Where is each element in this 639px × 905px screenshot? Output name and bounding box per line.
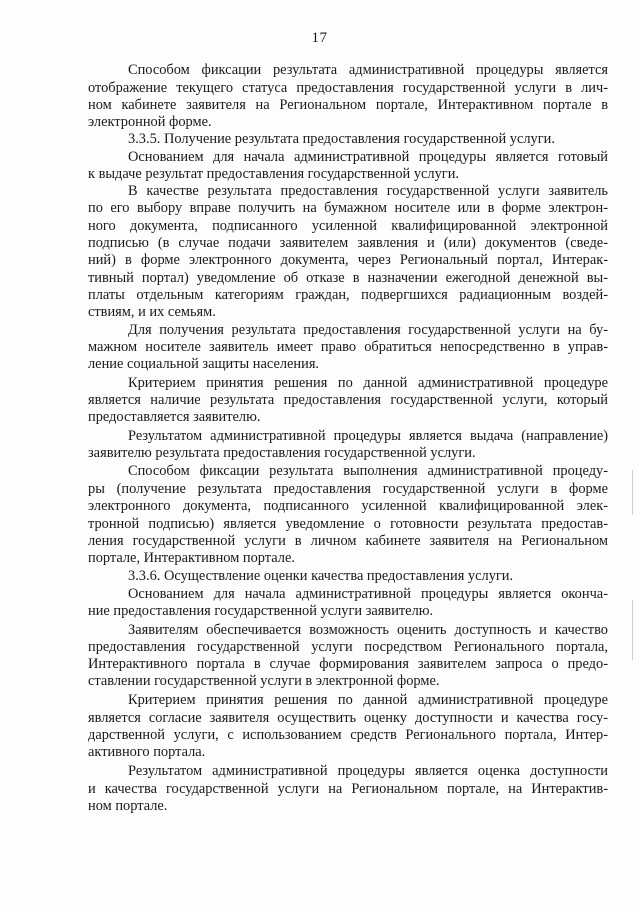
text-line: Интерактивного портала в случае формирования заявителем запроса о предо-: [88, 656, 608, 672]
text-line: Для получения результата предоставления государственной услуги на бу-: [128, 322, 608, 338]
text-line: Критерием принятия решения по данной административной процедуре: [128, 692, 608, 708]
text-line: ного документа, подписанного усиленной квалифицированной электронной: [88, 218, 608, 234]
text-line: Способом фиксации результата административной процедуры является: [128, 62, 608, 78]
text-line: ний) в форме электронного документа, через Региональный портал, Интерак-: [88, 252, 608, 268]
text-line: ствиям, и их семьям.: [88, 304, 216, 320]
text-line: Основанием для начала административной процедуры является оконча-: [128, 586, 608, 602]
page-number: 17: [311, 30, 328, 46]
text-line: дарственной услуги, с использованием средств Регионального портала, Интер-: [88, 727, 608, 743]
text-line: Заявителям обеспечивается возможность оценить доступность и качество: [128, 622, 608, 638]
section-heading: 3.3.5. Получение результата предоставления государственной услуги.: [128, 131, 555, 147]
text-line: ном кабинете заявителя на Региональном портале, Интерактивном портале в: [88, 97, 608, 113]
text-line: является наличие результата предоставления государственной услуги, который: [88, 392, 608, 408]
text-line: к выдаче результат предоставления государственной услуги.: [88, 166, 459, 182]
text-line: мажном носителе заявитель имеет право обратиться непосредственно в управ-: [88, 339, 608, 355]
text-line: Критерием принятия решения по данной административной процедуре: [128, 375, 608, 391]
text-line: тивный портал) уведомление об отказе в назначении ежегодной денежной вы-: [88, 270, 608, 286]
scan-edge-mark: [632, 600, 633, 660]
text-line: является согласие заявителя осуществить оценку доступности и качества госу-: [88, 710, 608, 726]
section-heading: 3.3.6. Осуществление оценки качества предоставления услуги.: [128, 568, 514, 584]
text-line: Основанием для начала административной процедуры является готовый: [128, 149, 608, 165]
text-line: В качестве результата предоставления государственной услуги заявитель: [128, 183, 608, 199]
text-line: платы отдельным категориям граждан, подвергшихся радиационным воздей-: [88, 287, 608, 303]
text-line: по его выбору вправе получить на бумажном носителе или в форме электрон-: [88, 200, 608, 216]
text-line: предоставления государственной услуги посредством Регионального портала,: [88, 639, 608, 655]
text-line: ставлении государственной услуги в электронной форме.: [88, 673, 440, 689]
text-line: Результатом административной процедуры является оценка доступности: [128, 763, 608, 779]
text-line: активного портала.: [88, 744, 206, 760]
text-line: Результатом административной процедуры является выдача (направление): [128, 428, 608, 444]
text-line: предоставляется заявителю.: [88, 409, 261, 425]
text-line: и качества государственной услуги на Региональном портале, на Интерактив-: [88, 781, 608, 797]
text-line: ления государственной услуги в личном кабинете заявителя на Региональном: [88, 533, 608, 549]
text-line: подписью (в случае подачи заявителем заявления и (или) документов (сведе-: [88, 235, 608, 251]
text-line: тронной подписью) является уведомление о готовности результата предостав-: [88, 516, 608, 532]
text-line: ние предоставления государственной услуги заявителю.: [88, 603, 434, 619]
text-line: электронной форме.: [88, 114, 212, 130]
text-line: электронного документа, подписанного усиленной квалифицированной элек-: [88, 498, 608, 514]
text-line: портале, Интерактивном портале.: [88, 550, 295, 566]
text-line: Способом фиксации результата выполнения административной процеду-: [128, 463, 608, 479]
text-line: ление социальной защиты населения.: [88, 356, 320, 372]
scan-edge-mark: [632, 470, 633, 515]
text-line: отображение текущего статуса предоставления государственной услуги в лич-: [88, 80, 608, 96]
text-line: ры (получение результата предоставления государственной услуги в форме: [88, 481, 608, 497]
text-line: ном портале.: [88, 798, 168, 814]
text-line: заявителю результата предоставления государственной услуги.: [88, 445, 476, 461]
